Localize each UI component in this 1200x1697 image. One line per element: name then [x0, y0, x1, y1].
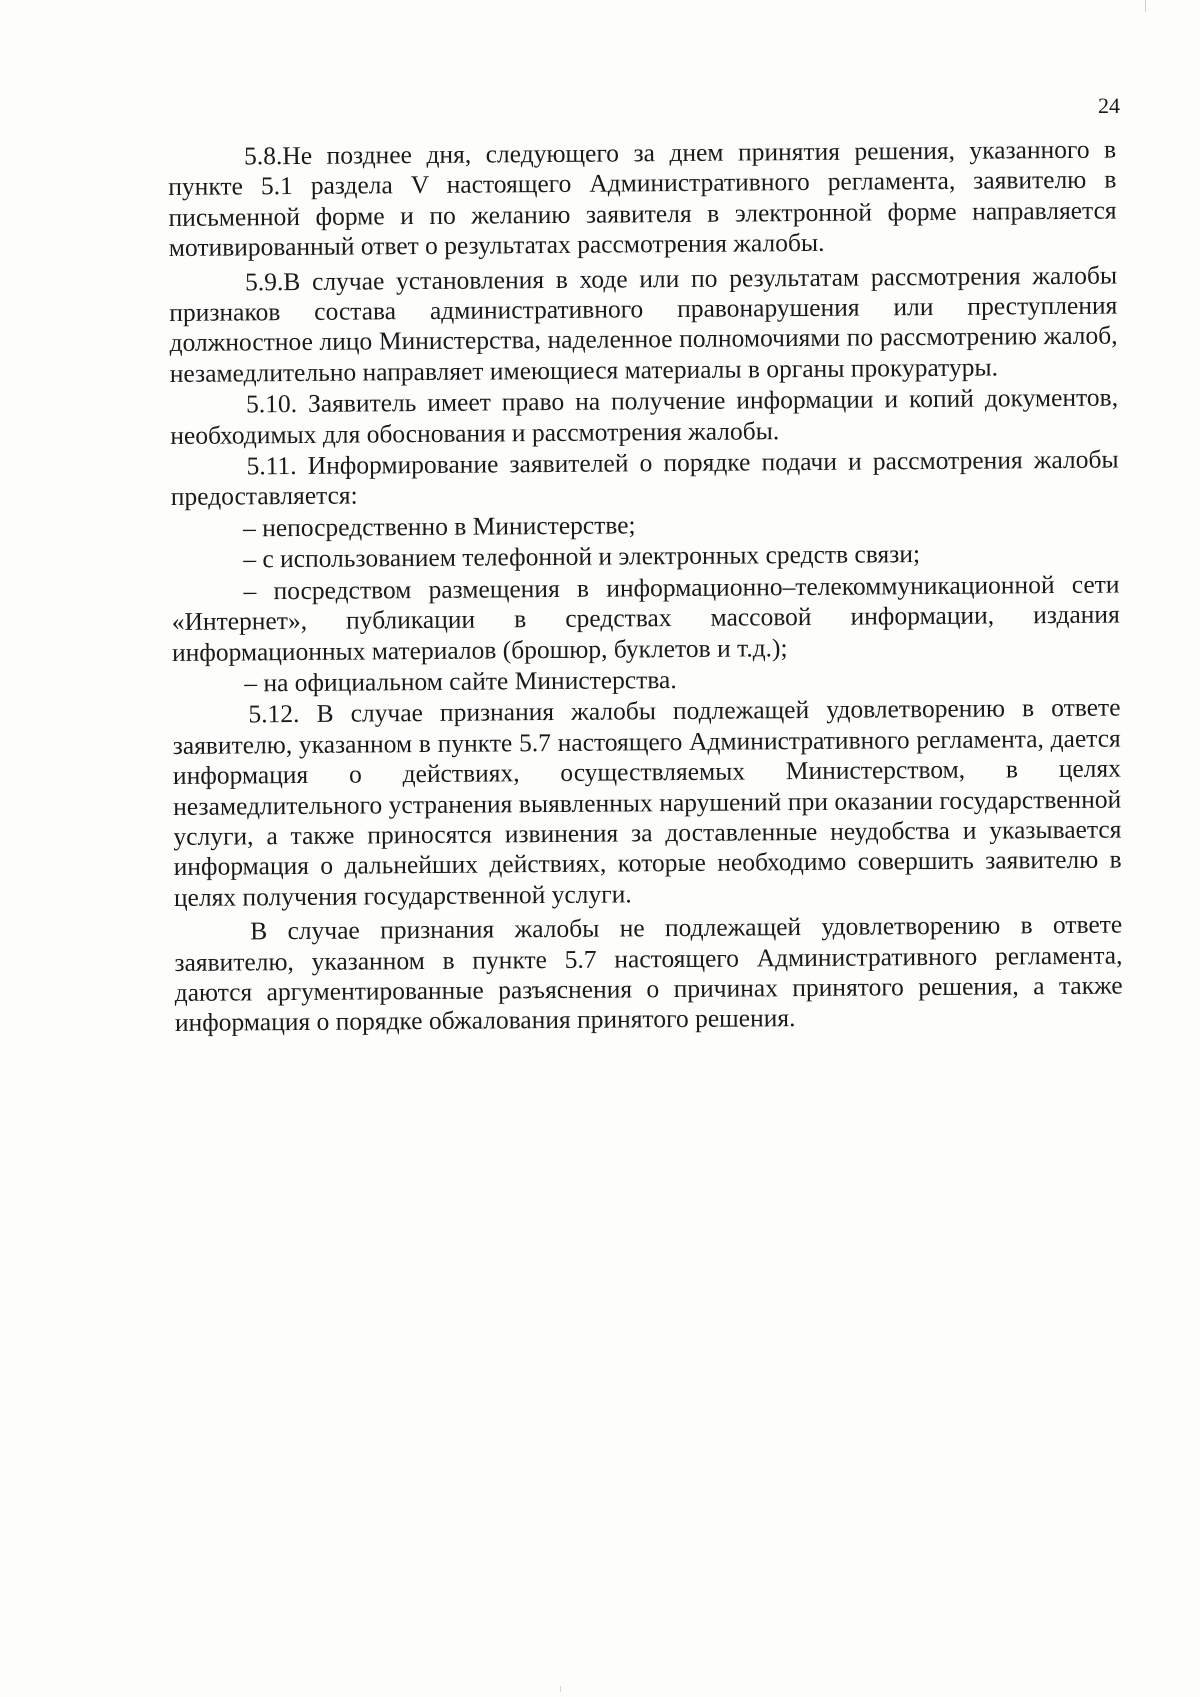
- list-item-ministry: – непосредственно в Министерстве;: [242, 510, 636, 543]
- list-item-internet: – посредством размещения в информационно–телекоммуникационной сети «Интернет», публикации в средствах массовой информации, издания информационных материалов (брошюр, буклетов и т.д.);: [171, 569, 1120, 667]
- paragraph-5-12: 5.12. В случае признания жалобы подлежащей удовлетворению в ответе заявителю, указанном в пункте 5.7 настоящего Административного регламента, дается информация о действиях, осуществляемых Министерством, в целях незамедлительного устранения выявленных нарушений при оказании государственной услуги, а также приносятся извинения за доставленные неудобства и указывается информация о дальнейших действиях, которые необходимо совершить заявителю в целях получения государственной услуги.: [172, 692, 1122, 912]
- scan-dust-mark: [560, 1686, 561, 1692]
- scan-edge-mark: [1145, 0, 1146, 12]
- document-body: [168, 135, 1123, 1040]
- page-number: 24: [1098, 93, 1120, 118]
- list-item-phone: – с использованием телефонной и электронных средств связи;: [243, 539, 921, 574]
- paragraph-5-8: 5.8.Не позднее дня, следующего за днем принятия решения, указанного в пункте 5.1 раздела V настоящего Административного регламента, заявителю в письменной форме и по желанию заявителя в электронной форме направляется мотивированный ответ о результатах рассмотрения жалобы.: [168, 134, 1117, 263]
- paragraph-5-10: 5.10. Заявитель имеет право на получение информации и копий документов, необходимых для обоснования и рассмотрения жалобы.: [170, 382, 1119, 450]
- paragraph-rejection: В случае признания жалобы не подлежащей удовлетворению в ответе заявителю, указанном в пункте 5.7 настоящего Административного регламента, даются аргументированные разъяснения о причинах принятого решения, а также информация о порядке обжалования принятого решения.: [174, 909, 1123, 1038]
- paragraph-5-11: 5.11. Информирование заявителей о порядке подачи и рассмотрения жалобы предоставляется:: [170, 444, 1119, 512]
- list-item-website: – на официальном сайте Министерства.: [244, 664, 677, 698]
- paragraph-5-9: 5.9.В случае установления в ходе или по результатам рассмотрения жалобы признаков состава административного правонарушения или преступления должностное лицо Министерства, наделенное полномочиями по рассмотрению жалоб, незамедлительно направляет имеющиеся материалы в органы прокуратуры.: [169, 260, 1118, 388]
